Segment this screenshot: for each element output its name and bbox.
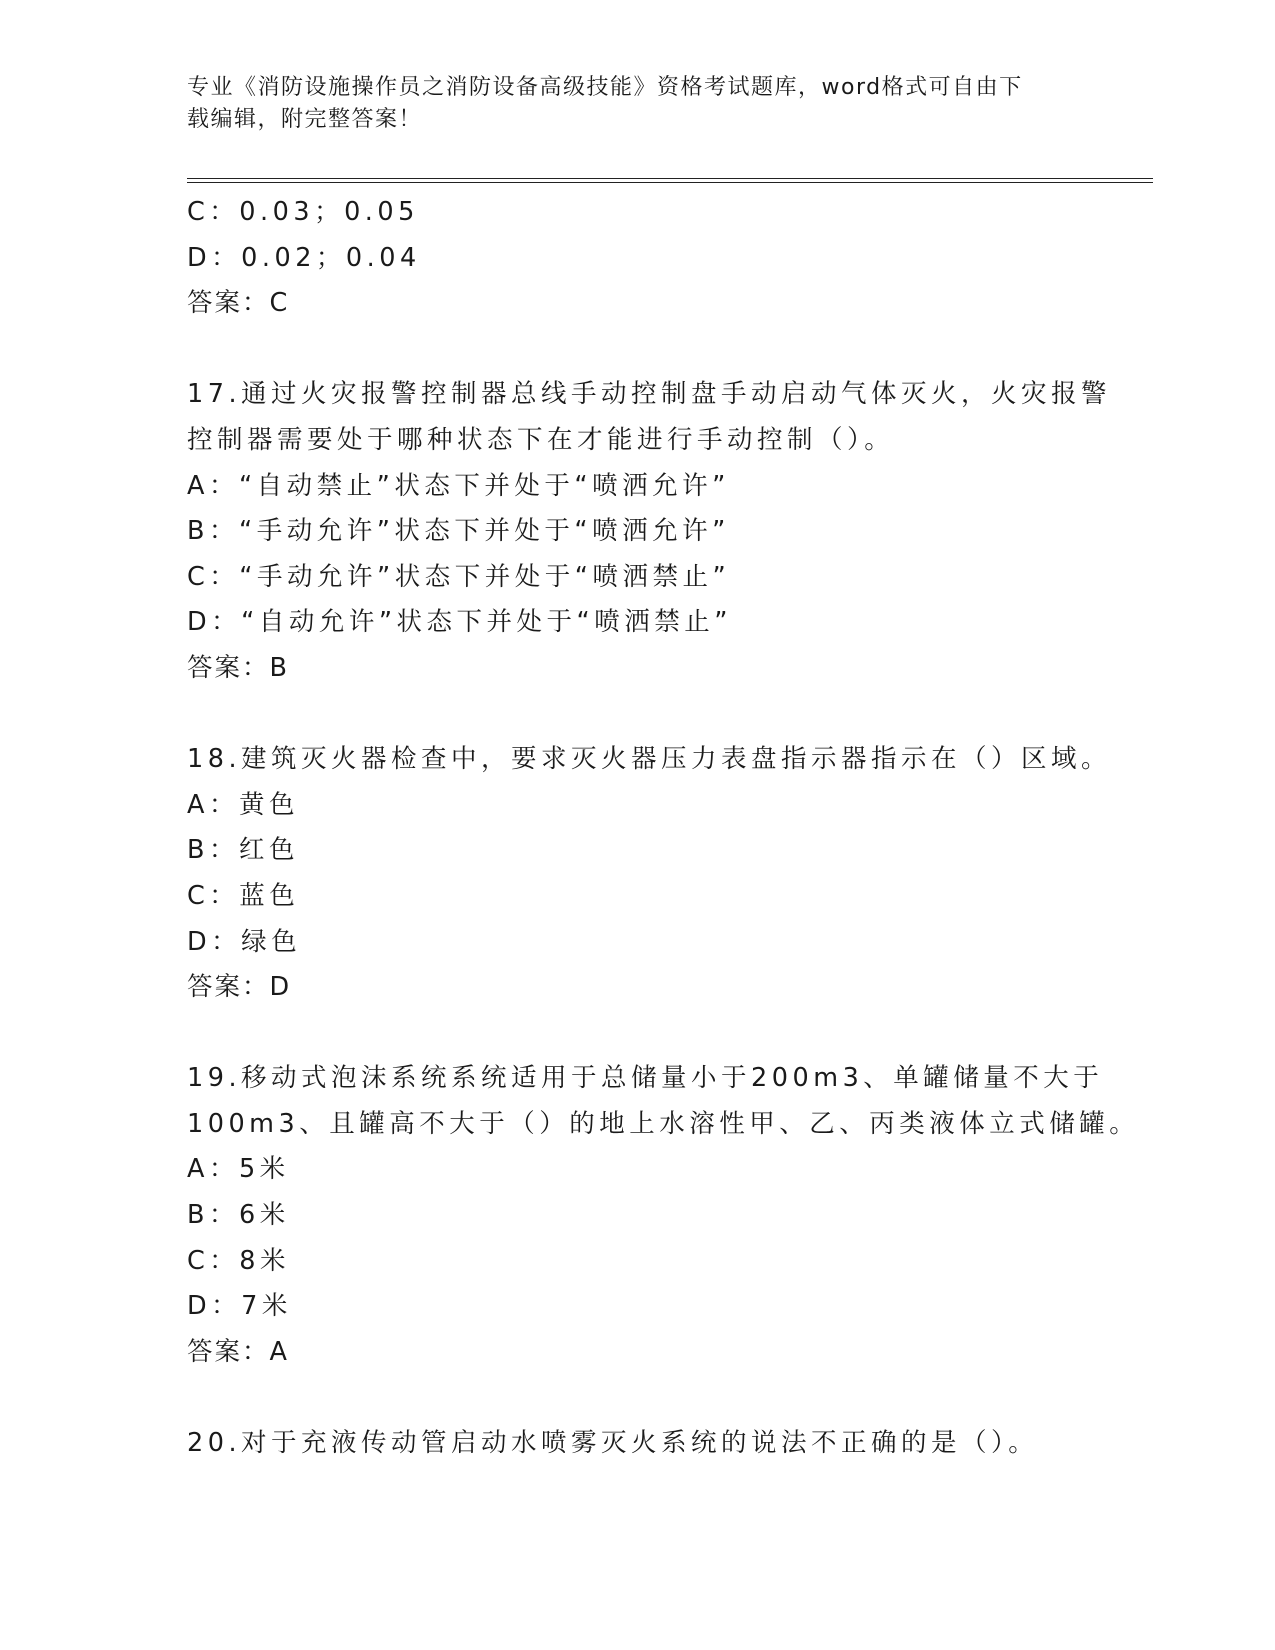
question-list (187, 190, 1140, 1467)
document-header (187, 72, 1067, 136)
answer-line: 答案：A (187, 1336, 289, 1367)
answer-line: 答案：B (187, 652, 289, 683)
question-block-20 (187, 1421, 1117, 1467)
question-block-16 (187, 190, 1117, 327)
question-text-line-1: 18.建筑灭火器检查中，要求灭火器压力表盘指示器指示在（）区域。 (187, 744, 1112, 775)
option-c: C：0.03；0.05 (187, 197, 419, 227)
option-a: A：5米 (187, 1154, 290, 1185)
header-line-1: 专业《消防设施操作员之消防设备高级技能》资格考试题库，word格式可自由下 (187, 75, 1023, 100)
option-a: A：“自动禁止”状态下并处于“喷洒允许” (187, 470, 730, 501)
question-text-line-1: 20.对于充液传动管启动水喷雾灭火系统的说法不正确的是（）。 (187, 1428, 1039, 1459)
answer-line: 答案：C (187, 288, 290, 319)
option-a: A：黄色 (187, 789, 299, 820)
question-text-line-2: 100m3、且罐高不大于（）的地上水溶性甲、乙、丙类液体立式储罐。 (187, 1108, 1140, 1139)
option-b: B：红色 (187, 835, 299, 866)
question-text-line-2: 控制器需要处于哪种状态下在才能进行手动控制（）。 (187, 424, 895, 455)
header-line-2: 载编辑，附完整答案！ (187, 107, 423, 132)
header-divider-top (187, 178, 1153, 179)
spacer (187, 692, 1117, 738)
option-b: B：6米 (187, 1200, 290, 1231)
spacer (187, 1375, 1117, 1421)
option-b: B：“手动允许”状态下并处于“喷洒允许” (187, 516, 730, 547)
question-block-18 (187, 737, 1117, 1011)
header-divider-bottom (187, 182, 1153, 183)
option-d: D：“自动允许”状态下并处于“喷洒禁止” (187, 607, 732, 638)
question-text-line-1: 19.移动式泡沫系统系统适用于总储量小于200m3、单罐储量不大于 (187, 1063, 1104, 1094)
answer-line: 答案：D (187, 972, 292, 1003)
option-c: C：蓝色 (187, 880, 300, 911)
spacer (187, 1011, 1117, 1057)
option-d: D：绿色 (187, 926, 302, 957)
option-d: D：0.02；0.04 (187, 242, 421, 273)
question-block-19 (187, 1056, 1140, 1375)
option-c: C：8米 (187, 1245, 291, 1276)
option-d: D：7米 (187, 1291, 292, 1322)
question-block-17 (187, 372, 1117, 691)
spacer (187, 327, 1117, 373)
question-text-line-1: 17.通过火灾报警控制器总线手动控制盘手动启动气体灭火，火灾报警 (187, 379, 1112, 410)
option-c: C：“手动允许”状态下并处于“喷洒禁止” (187, 561, 731, 592)
